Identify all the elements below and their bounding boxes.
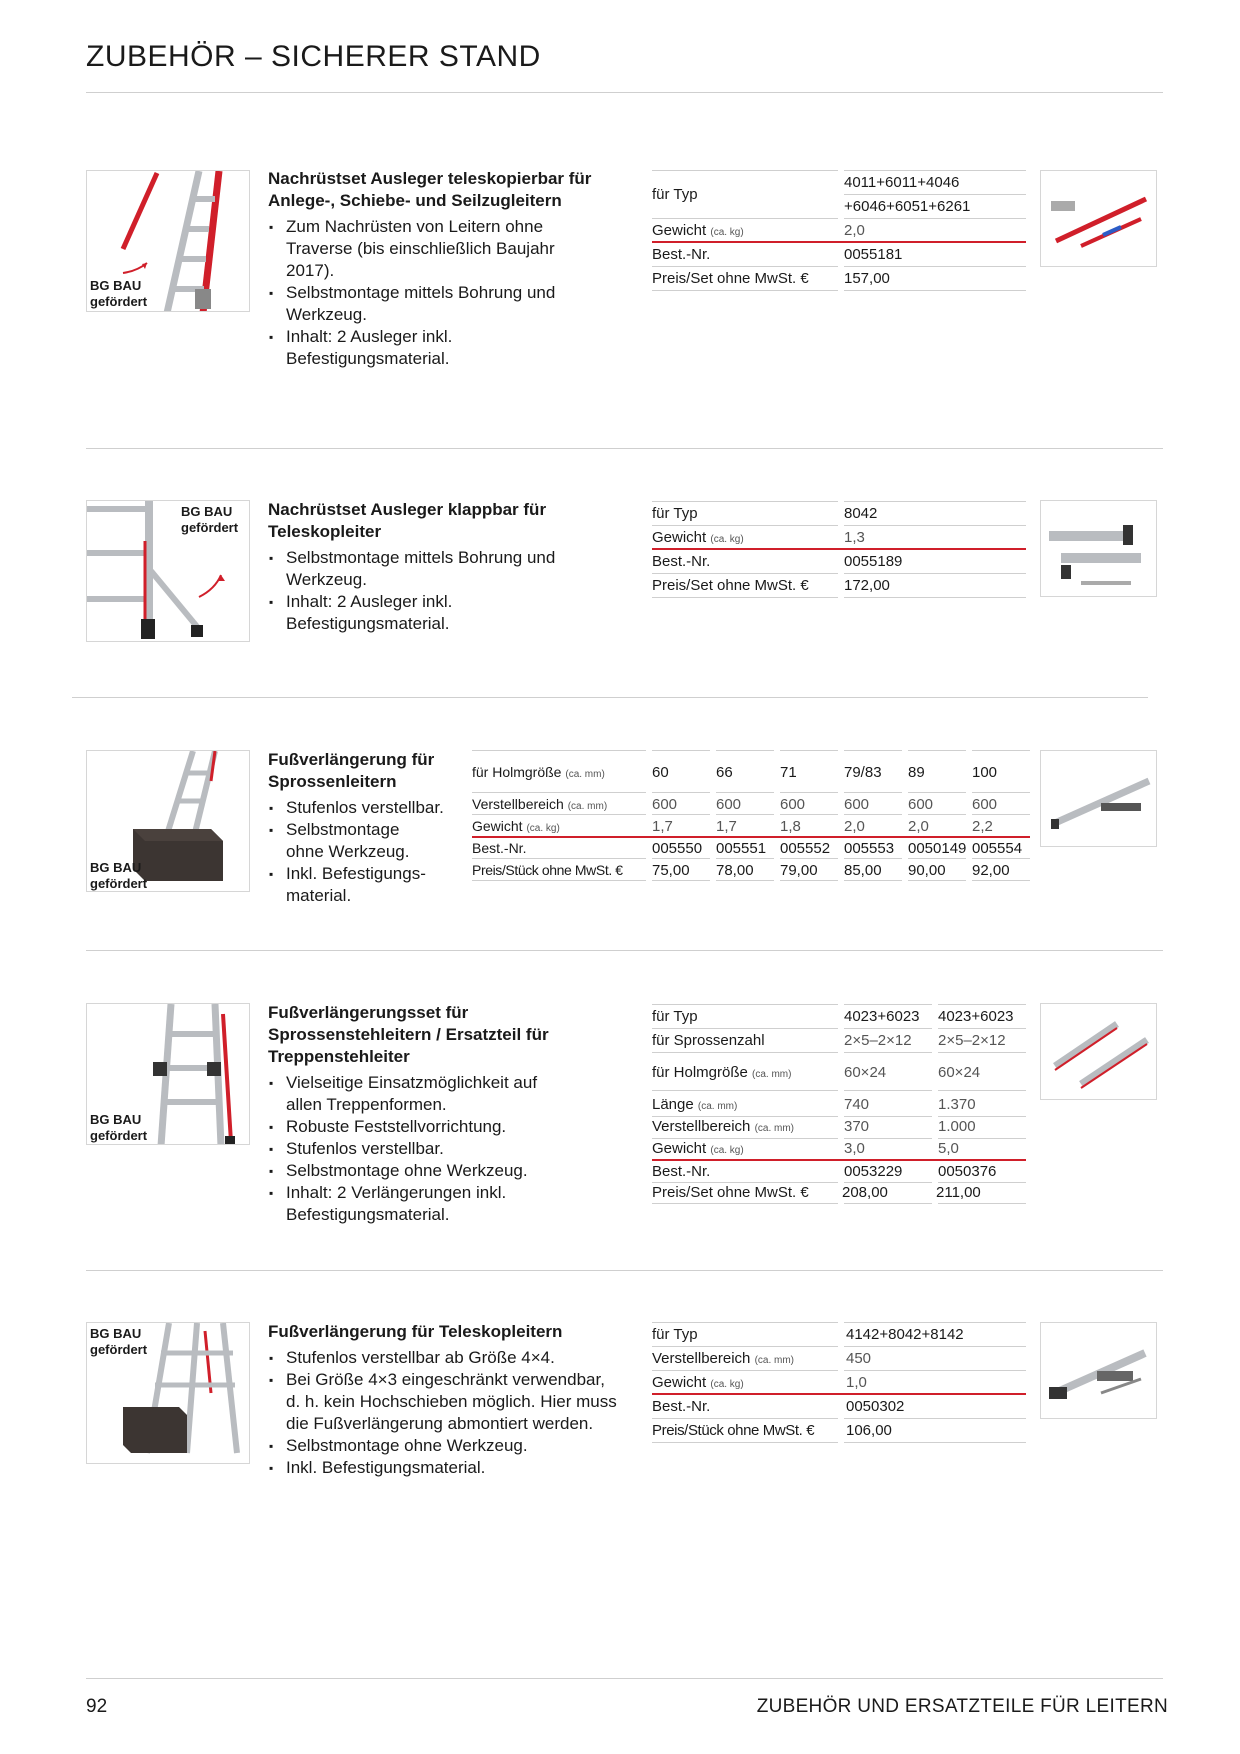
- spec-label: Best.-Nr.: [652, 1398, 711, 1415]
- table-rule: [472, 792, 646, 793]
- spec-value: 0050302: [846, 1398, 905, 1415]
- page-title: ZUBEHÖR – SICHERER STAND: [86, 40, 541, 73]
- table-rule: [472, 750, 646, 751]
- table-rule: [780, 880, 838, 881]
- spec-value: 100: [972, 764, 998, 781]
- product-5-bg-bau-badge: BG BAU gefördert: [90, 1326, 148, 1357]
- product-3-description: [268, 749, 468, 907]
- spec-value: 2,0: [844, 222, 865, 239]
- spec-label: für Sprossenzahl: [652, 1032, 765, 1049]
- table-rule: [652, 290, 838, 291]
- spec-label: Preis/Set ohne MwSt. €: [652, 577, 809, 594]
- table-rule: [472, 814, 646, 815]
- spec-label: Best.-Nr.: [652, 246, 711, 263]
- product-4-bullet: ▪ Robuste Feststellvorrichtung.: [268, 1116, 568, 1138]
- product-1-description: [268, 168, 593, 370]
- table-rule: [938, 1182, 1026, 1183]
- table-rule: [938, 1090, 1026, 1091]
- spec-value: 600: [652, 796, 678, 813]
- product-3-title: Fußverlängerung für Sprossenleitern: [268, 750, 435, 791]
- table-rule: [652, 1370, 838, 1371]
- table-rule: [908, 814, 966, 815]
- table-rule: [716, 750, 774, 751]
- spec-label: Preis/Set ohne MwSt. €: [652, 1184, 809, 1201]
- product-2-detail-photo: [1040, 500, 1157, 597]
- product-5-spec-table: [652, 1322, 1026, 1452]
- table-rule: [652, 1028, 838, 1029]
- product-4-title: Fußverlängerungsset für Sprossenstehleitern / Ersatzteil für Treppenstehleiter: [268, 1003, 549, 1066]
- table-rule: [938, 1138, 1026, 1139]
- table-rule: [844, 218, 1026, 219]
- product-2-spec-table: [652, 499, 1026, 604]
- spec-label: für Typ: [652, 1326, 698, 1343]
- product-5-title: Fußverlängerung für Teleskopleitern: [268, 1322, 563, 1341]
- spec-label: für Typ: [652, 1008, 698, 1025]
- table-rule: [972, 814, 1030, 815]
- spec-value: 1.370: [938, 1096, 976, 1113]
- spec-value: 208,00: [842, 1184, 888, 1201]
- spec-value: 60×24: [938, 1064, 981, 1081]
- table-rule: [844, 1346, 1026, 1347]
- table-rule: [652, 1418, 838, 1419]
- table-rule: [844, 1004, 932, 1005]
- table-rule: [652, 1442, 838, 1443]
- table-rule: [844, 1052, 932, 1053]
- spec-label: für Holmgröße (ca. mm): [472, 764, 605, 780]
- spec-value: +6046+6051+6261: [844, 198, 971, 215]
- product-4-description: [268, 1002, 568, 1226]
- table-rule: [938, 1203, 1026, 1204]
- table-rule: [844, 597, 1026, 598]
- product-3-detail-photo: [1040, 750, 1157, 847]
- spec-value: 2,2: [972, 818, 993, 835]
- product-3-bullet: ▪ Selbstmontage ohne Werkzeug.: [268, 819, 436, 863]
- product-4-bullet: ▪ Selbstmontage ohne Werkzeug.: [268, 1160, 568, 1182]
- table-rule: [972, 750, 1030, 751]
- spec-value: 92,00: [972, 862, 1010, 879]
- product-3-bullet: ▪ Inkl. Befestigungs-material.: [268, 863, 436, 907]
- product-4-bullet: ▪ Inhalt: 2 Verlängerungen inkl. Befestigungsmaterial.: [268, 1182, 526, 1226]
- product-2-description: [268, 499, 593, 635]
- spec-value: 2,0: [908, 818, 929, 835]
- spec-label: für Holmgröße (ca. mm): [652, 1064, 792, 1081]
- spec-label: für Typ: [652, 505, 698, 522]
- table-rule: [652, 597, 838, 598]
- table-rule: [844, 525, 1026, 526]
- table-rule: [908, 792, 966, 793]
- table-rule: [652, 1203, 838, 1204]
- product-3-bullet: ▪ Stufenlos verstellbar.: [268, 797, 468, 819]
- table-rule: [844, 814, 902, 815]
- accent-rule: [472, 836, 1030, 838]
- spec-value: 71: [780, 764, 797, 781]
- spec-value: 90,00: [908, 862, 946, 879]
- table-rule: [652, 1004, 838, 1005]
- spec-value: 157,00: [844, 270, 890, 287]
- spec-label: Verstellbereich (ca. mm): [472, 796, 608, 812]
- table-rule: [652, 1116, 838, 1117]
- table-rule: [844, 1116, 932, 1117]
- spec-value: 3,0: [844, 1140, 865, 1157]
- spec-label: für Typ: [652, 186, 698, 203]
- table-rule: [908, 880, 966, 881]
- spec-value: 0050149: [908, 840, 967, 857]
- table-rule: [844, 858, 902, 859]
- spec-value: 2×5–2×12: [938, 1032, 1006, 1049]
- footer-rule: [86, 1678, 1163, 1679]
- table-rule: [652, 858, 710, 859]
- spec-value: 005553: [844, 840, 895, 857]
- product-3-bg-bau-badge: BG BAU gefördert: [90, 860, 148, 891]
- product-1-spec-table: [652, 168, 1026, 298]
- product-2-bullet: ▪ Inhalt: 2 Ausleger inkl. Befestigungsmaterial.: [268, 591, 593, 635]
- table-rule: [780, 858, 838, 859]
- spec-value: 1,7: [652, 818, 673, 835]
- table-rule: [652, 573, 838, 574]
- spec-value: 600: [908, 796, 934, 813]
- spec-value: 600: [844, 796, 870, 813]
- footer-title: ZUBEHÖR UND ERSATZTEILE FÜR LEITERN: [756, 1696, 1168, 1717]
- table-rule: [716, 880, 774, 881]
- spec-value: 60×24: [844, 1064, 887, 1081]
- table-rule: [652, 1052, 838, 1053]
- section-divider: [86, 950, 1163, 951]
- product-3-spec-table: [472, 750, 1038, 882]
- table-rule: [844, 1322, 1026, 1323]
- spec-label: Gewicht (ca. kg): [652, 529, 744, 546]
- table-rule: [844, 194, 1026, 195]
- table-rule: [844, 266, 1026, 267]
- product-1-bullet: ▪ Selbstmontage mittels Bohrung und Werkzeug.: [268, 282, 593, 326]
- spec-value: 450: [846, 1350, 872, 1367]
- spec-value: 1,0: [846, 1374, 867, 1391]
- table-rule: [844, 880, 902, 881]
- table-rule: [652, 1090, 838, 1091]
- product-4-bullet: ▪ Vielseitige Einsatzmöglichkeit auf allen Treppenformen.: [268, 1072, 568, 1116]
- table-rule: [780, 814, 838, 815]
- spec-value: 79,00: [780, 862, 818, 879]
- accent-rule: [652, 241, 1026, 243]
- spec-value: 89: [908, 764, 925, 781]
- table-rule: [938, 1116, 1026, 1117]
- spec-value: 106,00: [846, 1422, 892, 1439]
- spec-value: 005550: [652, 840, 703, 857]
- spec-value: 78,00: [716, 862, 754, 879]
- spec-value: 005554: [972, 840, 1023, 857]
- product-1-bg-bau-badge: BG BAU gefördert: [90, 278, 148, 309]
- table-rule: [844, 1182, 932, 1183]
- spec-value: 740: [844, 1096, 870, 1113]
- product-5-bullet: ▪ Selbstmontage ohne Werkzeug.: [268, 1435, 618, 1457]
- table-rule: [652, 218, 838, 219]
- product-1-bullet: ▪ Inhalt: 2 Ausleger inkl. Befestigungsmaterial.: [268, 326, 593, 370]
- product-1-bullet: ▪ Zum Nachrüsten von Leitern ohne Traverse (bis einschließlich Baujahr 2017).: [268, 216, 593, 282]
- table-rule: [652, 170, 838, 171]
- table-rule: [652, 1138, 838, 1139]
- spec-label: Verstellbereich (ca. mm): [652, 1118, 795, 1135]
- table-rule: [844, 1442, 1026, 1443]
- spec-value: 370: [844, 1118, 870, 1135]
- table-rule: [844, 573, 1026, 574]
- table-rule: [652, 792, 710, 793]
- spec-value: 4011+6011+4046: [844, 174, 960, 191]
- spec-value: 75,00: [652, 862, 690, 879]
- spec-value: 0050376: [938, 1163, 997, 1180]
- spec-value: 60: [652, 764, 669, 781]
- header-rule: [86, 92, 1163, 93]
- extension-bar-icon: [1041, 751, 1157, 847]
- table-rule: [716, 858, 774, 859]
- table-rule: [472, 880, 646, 881]
- table-rule: [844, 1090, 932, 1091]
- table-rule: [844, 170, 1026, 171]
- spec-value: 2,0: [844, 818, 865, 835]
- table-rule: [938, 1052, 1026, 1053]
- product-5-bullet: ▪ Stufenlos verstellbar ab Größe 4×4.: [268, 1347, 618, 1369]
- table-rule: [844, 1418, 1026, 1419]
- table-rule: [780, 792, 838, 793]
- product-4-detail-photo: [1040, 1003, 1157, 1100]
- spec-label: Best.-Nr.: [652, 553, 711, 570]
- table-rule: [908, 858, 966, 859]
- spec-value: 79/83: [844, 764, 882, 781]
- table-rule: [652, 266, 838, 267]
- table-rule: [652, 501, 838, 502]
- table-rule: [652, 1182, 838, 1183]
- section-divider: [72, 697, 1148, 698]
- spec-label: Länge (ca. mm): [652, 1096, 738, 1113]
- accent-rule: [652, 1393, 1026, 1395]
- spec-value: 2×5–2×12: [844, 1032, 912, 1049]
- spec-value: 66: [716, 764, 733, 781]
- spec-value: 4023+6023: [938, 1008, 1014, 1025]
- product-2-title: Nachrüstset Ausleger klappbar für Teleskopleiter: [268, 500, 547, 541]
- product-4-spec-table: [652, 1004, 1026, 1204]
- table-rule: [844, 290, 1026, 291]
- table-rule: [844, 750, 902, 751]
- table-rule: [844, 501, 1026, 502]
- spec-value: 0055181: [844, 246, 903, 263]
- spec-label: Preis/Set ohne MwSt. €: [652, 270, 809, 287]
- accent-rule: [652, 1159, 1026, 1161]
- telescopic-extension-bar-icon: [1041, 1323, 1157, 1419]
- outrigger-parts-icon: [1041, 171, 1157, 267]
- table-rule: [652, 1322, 838, 1323]
- spec-value: 211,00: [936, 1184, 981, 1201]
- spec-value: 8042: [844, 505, 878, 522]
- product-2-bg-bau-badge: BG BAU gefördert: [181, 504, 239, 535]
- section-divider: [86, 448, 1163, 449]
- spec-label: Preis/Stück ohne MwSt. €: [472, 862, 623, 878]
- product-1-title: Nachrüstset Ausleger teleskopierbar für Anlege-, Schiebe- und Seilzugleitern: [268, 169, 592, 210]
- table-rule: [844, 1203, 932, 1204]
- table-rule: [716, 792, 774, 793]
- page-number: 92: [86, 1696, 108, 1717]
- spec-value: 600: [972, 796, 998, 813]
- spec-value: 1.000: [938, 1118, 976, 1135]
- spec-label: Gewicht (ca. kg): [472, 818, 560, 834]
- accent-rule: [652, 548, 1026, 550]
- extension-set-icon: [1041, 1004, 1157, 1100]
- table-rule: [716, 814, 774, 815]
- table-rule: [972, 792, 1030, 793]
- table-rule: [908, 750, 966, 751]
- spec-label: Gewicht (ca. kg): [652, 222, 744, 239]
- spec-value: 0055189: [844, 553, 903, 570]
- spec-value: 172,00: [844, 577, 890, 594]
- spec-value: 1,7: [716, 818, 737, 835]
- spec-label: Gewicht (ca. kg): [652, 1140, 744, 1157]
- product-5-bullet: ▪ Inkl. Befestigungsmaterial.: [268, 1457, 618, 1479]
- product-5-description: [268, 1321, 618, 1479]
- table-rule: [938, 1004, 1026, 1005]
- spec-value: 1,3: [844, 529, 865, 546]
- table-rule: [844, 1138, 932, 1139]
- spec-value: 85,00: [844, 862, 882, 879]
- spec-value: 005551: [716, 840, 767, 857]
- spec-label: Preis/Stück ohne MwSt. €: [652, 1422, 815, 1439]
- section-divider: [86, 1270, 1163, 1271]
- product-2-bullet: ▪ Selbstmontage mittels Bohrung und Werkzeug.: [268, 547, 593, 591]
- spec-value: 005552: [780, 840, 831, 857]
- table-rule: [652, 750, 710, 751]
- spec-label: Verstellbereich (ca. mm): [652, 1350, 795, 1367]
- spec-value: 600: [780, 796, 806, 813]
- product-4-bg-bau-badge: BG BAU gefördert: [90, 1112, 148, 1143]
- table-rule: [652, 525, 838, 526]
- table-rule: [780, 750, 838, 751]
- spec-value: 4142+8042+8142: [846, 1326, 964, 1343]
- product-4-bullet: ▪ Stufenlos verstellbar.: [268, 1138, 568, 1160]
- table-rule: [652, 1346, 838, 1347]
- table-rule: [972, 880, 1030, 881]
- spec-value: 0053229: [844, 1163, 903, 1180]
- table-rule: [844, 1028, 932, 1029]
- spec-label: Best.-Nr.: [652, 1163, 711, 1180]
- table-rule: [652, 814, 710, 815]
- table-rule: [472, 858, 646, 859]
- table-rule: [844, 1370, 1026, 1371]
- spec-label: Best.-Nr.: [472, 840, 527, 856]
- product-5-bullet: ▪ Bei Größe 4×3 eingeschränkt verwendbar, d. h. kein Hochschieben möglich. Hier muss die Fußverlängerung abmontiert werden.: [268, 1369, 618, 1435]
- table-rule: [652, 880, 710, 881]
- spec-value: 1,8: [780, 818, 801, 835]
- table-rule: [844, 792, 902, 793]
- spec-value: 5,0: [938, 1140, 959, 1157]
- spec-value: 4023+6023: [844, 1008, 920, 1025]
- product-1-detail-photo: [1040, 170, 1157, 267]
- table-rule: [972, 858, 1030, 859]
- product-5-detail-photo: [1040, 1322, 1157, 1419]
- spec-value: 600: [716, 796, 742, 813]
- spec-label: Gewicht (ca. kg): [652, 1374, 744, 1391]
- table-rule: [938, 1028, 1026, 1029]
- folding-outrigger-parts-icon: [1041, 501, 1157, 597]
